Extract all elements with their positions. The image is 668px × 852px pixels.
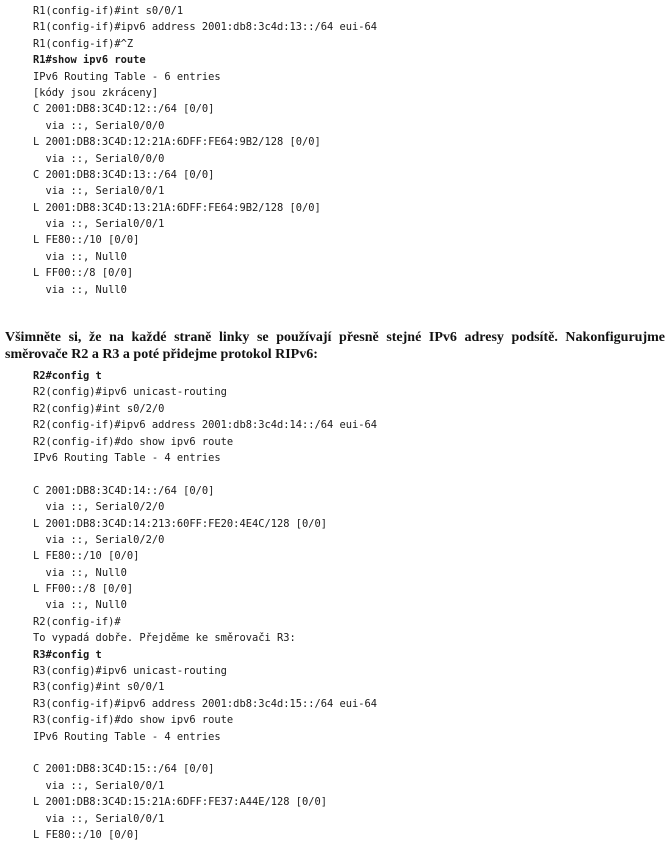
code-line: via ::, Null0 — [33, 599, 127, 612]
code-line: C 2001:DB8:3C4D:14::/64 [0/0] — [33, 484, 215, 497]
code-line: R2(config)#ipv6 unicast-routing — [33, 386, 227, 399]
code-line: via ::, Serial0/0/1 — [33, 218, 165, 231]
code-line — [33, 745, 377, 761]
code-line: via ::, Serial0/0/0 — [33, 119, 165, 132]
code-line: via ::, Null0 — [33, 250, 127, 263]
code-line: IPv6 Routing Table - 4 entries — [33, 451, 221, 464]
body-paragraph: Všimněte si, že na každé straně linky se používají přesně stejné IPv6 adresy podsítě. Nakonfigurujme směrovače R2 a R3 a poté přidejme protokol RIPv6: — [5, 330, 665, 362]
code-line: R3(config)#int s0/0/1 — [33, 681, 165, 694]
code-line: C 2001:DB8:3C4D:15::/64 [0/0] — [33, 763, 215, 776]
code-line: L 2001:DB8:3C4D:13:21A:6DFF:FE64:9B2/128 [0/0] — [33, 201, 321, 214]
code-line: R2(config-if)# — [33, 615, 121, 628]
code-line: via ::, Serial0/0/1 — [33, 812, 165, 825]
code-line: via ::, Serial0/0/1 — [33, 185, 165, 198]
code-line: IPv6 Routing Table - 4 entries — [33, 730, 221, 743]
code-line: C 2001:DB8:3C4D:12::/64 [0/0] — [33, 103, 215, 116]
code-line: R1(config-if)#int s0/0/1 — [33, 5, 184, 17]
code-line: R1(config-if)#ipv6 address 2001:db8:3c4d:13::/64 eui-64 — [33, 21, 378, 34]
code-line: L 2001:DB8:3C4D:15:21A:6DFF:FE37:A44E/128 [0/0] — [33, 796, 328, 809]
code-line: [kódy jsou zkráceny] — [33, 86, 159, 99]
code-line: via ::, Null0 — [33, 283, 127, 296]
code-line: R2#config t — [33, 370, 102, 382]
code-line: To vypadá dobře. Přejděme ke směrovači R3: — [33, 632, 296, 645]
code-line: R3(config-if)#do show ipv6 route — [33, 714, 234, 727]
code-line: L 2001:DB8:3C4D:14:213:60FF:FE20:4E4C/128 [0/0] — [33, 517, 328, 530]
code-block-r2-r3 — [33, 368, 377, 843]
code-line: R3#config t — [33, 648, 102, 661]
code-line — [33, 466, 377, 482]
code-line: via ::, Serial0/0/0 — [33, 152, 165, 165]
code-line: via ::, Serial0/0/1 — [33, 779, 165, 792]
code-line: L FF00::/8 [0/0] — [33, 583, 134, 596]
code-line: via ::, Serial0/2/0 — [33, 533, 165, 546]
code-line: L 2001:DB8:3C4D:12:21A:6DFF:FE64:9B2/128 [0/0] — [33, 136, 321, 149]
code-line: L FE80::/10 [0/0] — [33, 234, 140, 247]
code-line: R2(config)#int s0/2/0 — [33, 402, 165, 415]
code-line: R3(config)#ipv6 unicast-routing — [33, 665, 227, 678]
code-line: R2(config-if)#do show ipv6 route — [33, 435, 234, 448]
code-line: R1#show ipv6 route — [33, 54, 146, 67]
code-line: C 2001:DB8:3C4D:13::/64 [0/0] — [33, 168, 215, 181]
code-line: R3(config-if)#ipv6 address 2001:db8:3c4d:15::/64 eui-64 — [33, 697, 378, 710]
code-block-r1 — [33, 3, 377, 298]
code-line: via ::, Serial0/2/0 — [33, 501, 165, 514]
code-line: R2(config-if)#ipv6 address 2001:db8:3c4d:14::/64 eui-64 — [33, 419, 378, 432]
code-line: L FE80::/10 [0/0] — [33, 828, 140, 841]
code-line: R1(config-if)#^Z — [33, 37, 134, 50]
code-line: L FE80::/10 [0/0] — [33, 550, 140, 563]
code-line: via ::, Null0 — [33, 566, 127, 579]
code-line: IPv6 Routing Table - 6 entries — [33, 70, 221, 83]
code-line: L FF00::/8 [0/0] — [33, 267, 134, 280]
